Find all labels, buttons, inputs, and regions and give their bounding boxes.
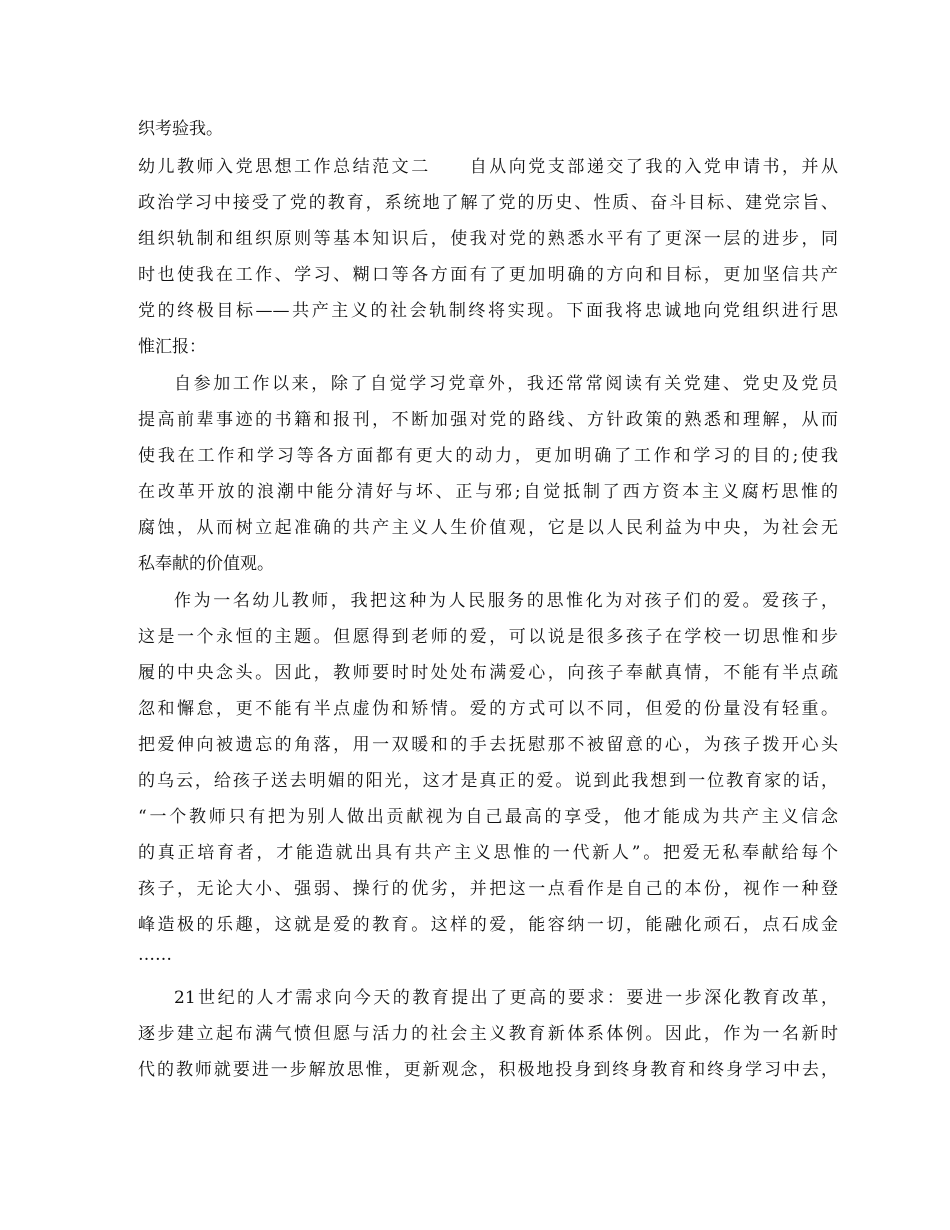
text-line: 的真正培育者，才能造就出具有共产主义思惟的一代新人”。把爱无私奉献给每个 [138, 843, 838, 863]
text-line: 织考验我。 [138, 119, 223, 139]
text-line: 惟汇报： [138, 337, 206, 357]
text-line: 腐蚀，从而树立起准确的共产主义人生价值观，它是以人民利益为中央，为社会无 [138, 518, 838, 538]
text-line: 组织轨制和组织原则等基本知识后，使我对党的熟悉水平有了更深一层的进步，同 [138, 229, 838, 249]
text-line: 党的终极目标——共产主义的社会轨制终将实现。下面我将忠诚地向党组织进行思 [138, 301, 838, 321]
text-line: 峰造极的乐趣，这就是爱的教育。这样的爱，能容纳一切，能融化顽石，点石成金 [138, 915, 838, 935]
section-heading-line: 幼儿教师入党思想工作总结范文二 自从向党支部递交了我的入党申请书，并从 [138, 157, 838, 177]
text-line: “一个教师只有把为别人做出贡献视为自己最高的享受，他才能成为共产主义信念 [138, 807, 838, 827]
ellipsis-line: …… [138, 945, 172, 965]
text-line: 私奉献的价值观。 [138, 554, 274, 574]
text-line: 政治学习中接受了党的教育，系统地了解了党的历史、性质、奋斗目标、建党宗旨、 [138, 193, 838, 213]
paragraph-first-line: 作为一名幼儿教师，我把这种为人民服务的思惟化为对孩子们的爱。爱孩子， [174, 591, 838, 611]
text-line: 提高前辈事迹的书籍和报刊，不断加强对党的路线、方针政策的熟悉和理解，从而 [138, 410, 838, 430]
text-line: 使我在工作和学习等各方面都有更大的动力，更加明确了工作和学习的目的;使我 [138, 446, 838, 466]
text-line: 时也使我在工作、学习、糊口等各方面有了更加明确的方向和目标，更加坚信共产 [138, 265, 838, 285]
text-line: 的乌云，给孩子送去明媚的阳光，这才是真正的爱。说到此我想到一位教育家的话， [138, 771, 838, 791]
text-line: 孩子，无论大小、强弱、操行的优劣，并把这一点看作是自己的本份，视作一种登 [138, 879, 838, 899]
text-line: 逐步建立起布满气愤但愿与活力的社会主义教育新体系体例。因此，作为一名新时 [138, 1024, 838, 1044]
text-line: 把爱伸向被遗忘的角落，用一双暖和的手去抚慰那不被留意的心，为孩子拨开心头 [138, 735, 838, 755]
paragraph-first-line: 21世纪的人才需求向今天的教育提出了更高的要求：要进一步深化教育改革， [174, 988, 838, 1008]
text-line: 在改革开放的浪潮中能分清好与坏、正与邪;自觉抵制了西方资本主义腐朽思惟的 [138, 482, 838, 502]
text-line: 忽和懈怠，更不能有半点虚伪和矫情。爱的方式可以不同，但爱的份量没有轻重。 [138, 699, 838, 719]
text-line: 代的教师就要进一步解放思惟，更新观念，积极地投身到终身教育和终身学习中去， [138, 1060, 838, 1080]
text-line: 履的中央念头。因此，教师要时时处处布满爱心，向孩子奉献真情，不能有半点疏 [138, 663, 838, 683]
text-line: 这是一个永恒的主题。但愿得到老师的爱，可以说是很多孩子在学校一切思惟和步 [138, 627, 838, 647]
paragraph-first-line: 自参加工作以来，除了自觉学习党章外，我还常常阅读有关党建、党史及党员 [174, 374, 838, 394]
